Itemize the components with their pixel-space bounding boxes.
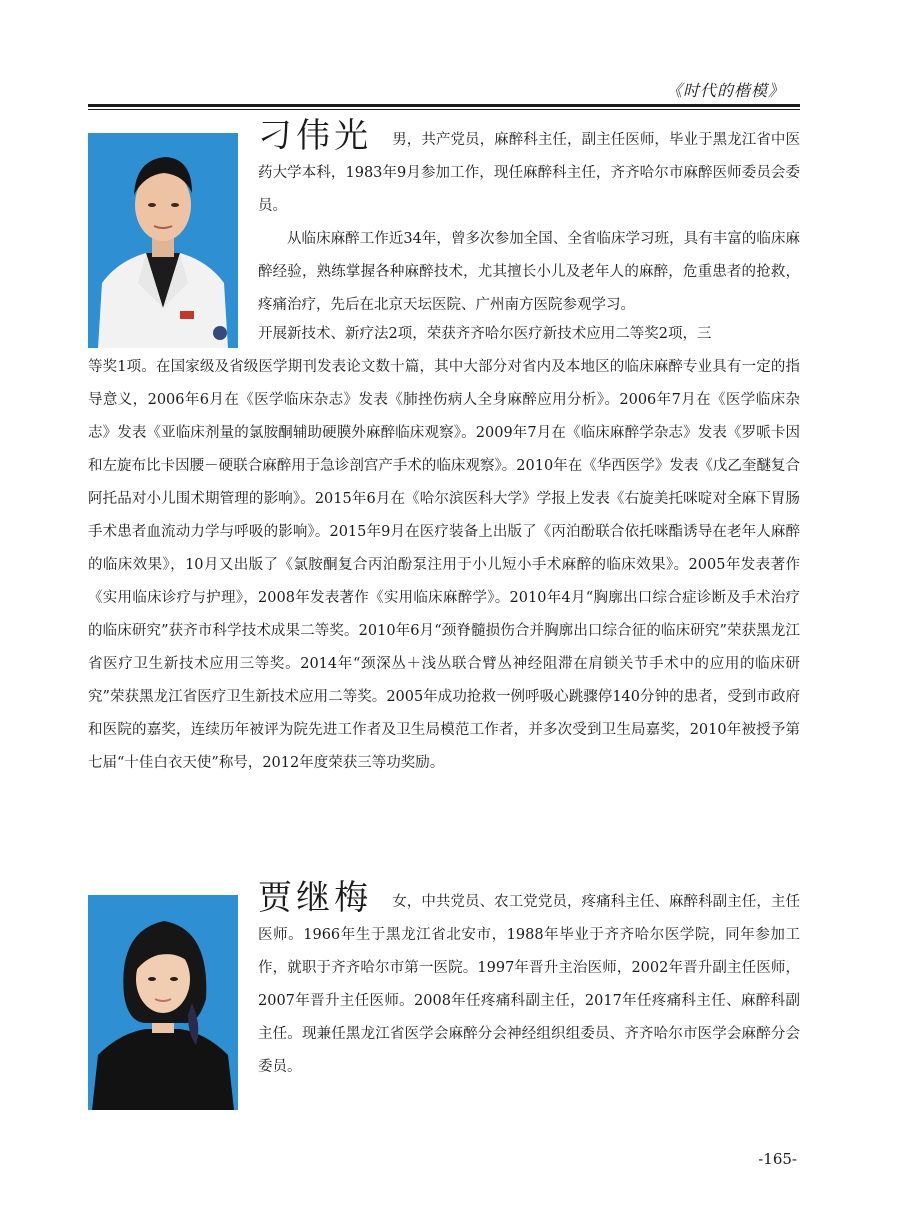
- portrait-photo-1: [88, 133, 238, 348]
- person1-intro-block: [258, 116, 801, 322]
- portrait-photo-2: [88, 895, 238, 1110]
- person2-name: 贾继梅: [258, 878, 373, 918]
- header-rule-thin: [88, 109, 800, 110]
- header-rule: [88, 104, 800, 107]
- person1-intro-text: 男，共产党员，麻醉科主任，副主任医师，毕业于黑龙江省中医药大学本科，1983年9月参加工作，现任麻醉科主任，齐齐哈尔市麻醉医师委员会委员。: [258, 132, 801, 214]
- person2-intro-text: 女，中共党员、农工党党员，疼痛科主任、麻醉科副主任，主任医师。1966年生于黑龙江省北安市，1988年毕业于齐齐哈尔医学院，同年参加工作，就职于齐齐哈尔市第一医院。1997年晋升主治医师，2002年晋升副主任医师，2007年晋升主任医师。2008年任疼痛科副主任，2017年任疼痛科主任、麻醉科副主任。现兼任黑龙江省医学会麻醉分会神经组织组委员、齐齐哈尔市医学会麻醉分会委员。: [258, 894, 801, 1075]
- page-number: -165-: [758, 1150, 797, 1168]
- person1-achievements-block: [88, 318, 800, 780]
- person1-achievements-paragraph: 等奖1项。在国家级及省级医学期刊发表论文数十篇，其中大部分对省内及本地区的临床麻醉专业具有一定的指导意义，2006年6月在《医学临床杂志》发表《肺挫伤病人全身麻醉应用分析》。2006年7月在《医学临床杂志》发表《亚临床剂量的氯胺酮辅助硬膜外麻醉临床观察》。2009年7月在《临床麻醉学杂志》发表《罗哌卡因和左旋布比卡因腰－硬联合麻醉用于急诊剖宫产手术的临床观察》。2010年在《华西医学》发表《戊乙奎醚复合阿托品对小儿围术期管理的影响》。2015年6月在《哈尔滨医科大学》学报上发表《右旋美托咪啶对全麻下胃肠手术患者血流动力学与呼吸的影响》。2015年9月在医疗装备上出版了《丙泊酚联合依托咪酯诱导在老年人麻醉的临床效果》，10月又出版了《氯胺酮复合丙泊酚泵注用于小儿短小手术麻醉的临床效果》。2005年发表著作《实用临床诊疗与护理》，2008年发表著作《实用临床麻醉学》。2010年4月“胸廓出口综合症诊断及手术治疗的临床研究”获齐市科学技术成果二等奖。2010年6月“颈脊髓损伤合并胸廓出口综合征的临床研究”荣获黑龙江省医疗卫生新技术应用三等奖。2014年“颈深丛＋浅丛联合臂丛神经阻滞在肩锁关节手术中的应用的临床研究”荣获黑龙江省医疗卫生新技术应用二等奖。2005年成功抢救一例呼吸心跳骤停140分钟的患者，受到市政府和医院的嘉奖，连续历年被评为院先进工作者及卫生局模范工作者，并多次受到卫生局嘉奖，2010年被授予第七届“十佳白衣天使”称号，2012年度荣获三等功奖励。: [88, 359, 800, 771]
- person1-name: 刁伟光: [258, 116, 373, 156]
- person1-achievements-first-line: 开展新技术、新疗法2项，荣获齐齐哈尔医疗新技术应用二等奖2项，三: [258, 326, 712, 342]
- person1-experience-paragraph: 从临床麻醉工作近34年，曾多次参加全国、全省临床学习班，具有丰富的临床麻醉经验，熟练掌握各种麻醉技术，尤其擅长小儿及老年人的麻醉，危重患者的抢救，疼痛治疗，先后在北京天坛医院、广州南方医院参观学习。: [258, 231, 800, 313]
- header-title: 《时代的楷模》: [665, 81, 785, 100]
- person2-intro-block: [258, 878, 801, 1084]
